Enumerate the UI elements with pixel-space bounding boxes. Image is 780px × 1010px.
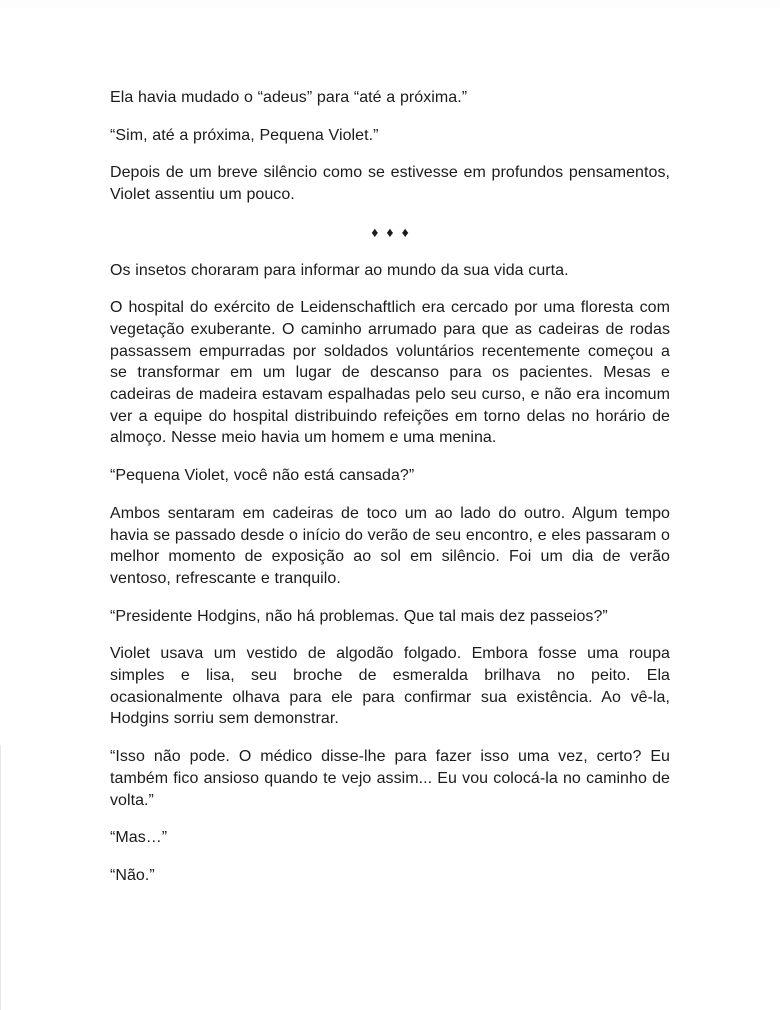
paragraph-narration: Depois de um breve silêncio como se estivesse em profundos pensamentos, Violet assentiu um pouco.	[110, 164, 670, 204]
paragraph-dialogue: “Mas…”	[110, 829, 168, 847]
scan-artifact-top-edge	[0, 0, 780, 8]
paragraph-narration: O hospital do exército de Leidenschaftlich era cercado por uma floresta com vegetação exuberante. O caminho arrumado para que as cadeiras de rodas passassem empurradas por soldados voluntários recentemente começou a se transformar em um lugar de descanso para os pacientes. Mesas e cadeiras de madeira estavam espalhadas pelo seu curso, e não era incomum ver a equipe do hospital distribuindo refeições em torno delas no horário de almoço. Nesse meio havia um homem e uma menina.	[110, 299, 670, 447]
paragraph-narration: Violet usava um vestido de algodão folgado. Embora fosse uma roupa simples e lisa, seu broche de esmeralda brilhava no peito. Ela ocasionalmente olhava para ele para confirmar sua existência. Ao vê-la, Hodgins sorriu sem demonstrar.	[110, 645, 670, 728]
page-text-content	[110, 87, 670, 903]
scan-artifact-left-edge	[0, 745, 1, 1010]
paragraph-narration: Ela havia mudado o “adeus” para “até a próxima.”	[110, 89, 468, 106]
section-separator-diamonds: ♦ ♦ ♦	[371, 223, 411, 240]
paragraph-dialogue: “Sim, até a próxima, Pequena Violet.”	[110, 126, 379, 144]
paragraph-narration: Ambos sentaram em cadeiras de toco um ao lado do outro. Algum tempo havia se passado desde o início do verão de seu encontro, e eles passaram o melhor momento de exposição ao sol em silêncio. Foi um dia de verão ventoso, refrescante e tranquilo.	[110, 504, 670, 587]
paragraph-narration: Os insetos choraram para informar ao mundo da sua vida curta.	[110, 261, 569, 279]
paragraph-dialogue: “Não.”	[110, 866, 155, 884]
paragraph-dialogue: “Presidente Hodgins, não há problemas. Que tal mais dez passeios?”	[110, 607, 608, 625]
paragraph-dialogue: “Pequena Violet, você não está cansada?”	[110, 467, 415, 485]
paragraph-dialogue: “Isso não pode. O médico disse-lhe para fazer isso uma vez, certo? Eu também fico ansioso quando te vejo assim... Eu vou colocá-la no caminho de volta.”	[110, 748, 670, 809]
